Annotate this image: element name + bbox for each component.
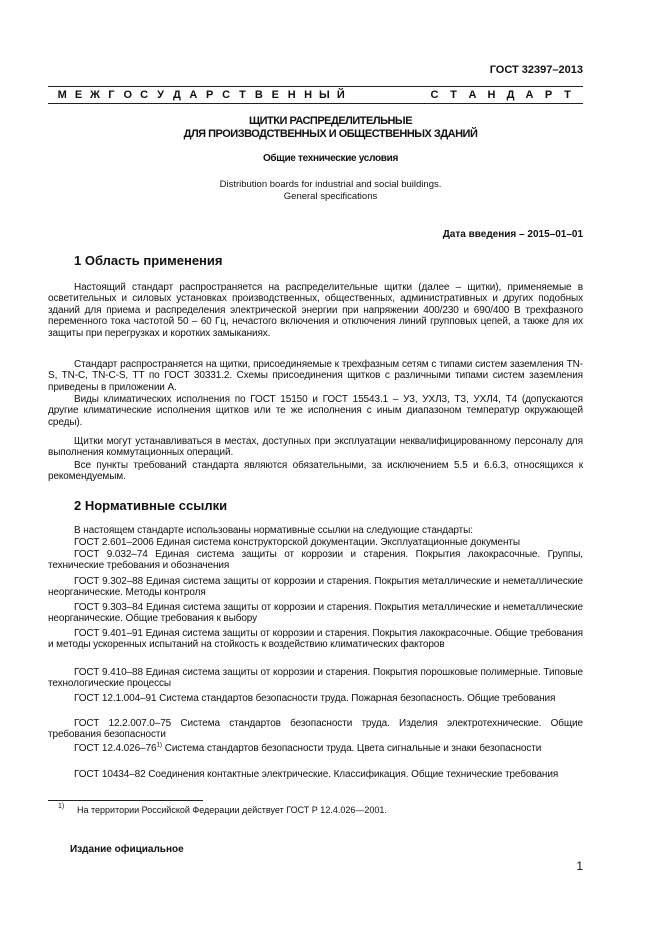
banner-letter: Е (271, 89, 279, 101)
reference-item: ГОСТ 9.410–88 Единая система защиты от коррозии и старения. Покрытия порошковые полимерные. Типовые технологические процессы (48, 667, 583, 690)
banner-letter: А (468, 89, 477, 101)
section-1-paragraph-5: Все пункты требований стандарта являются обязательными, за исключением 5.5 и 6.6.3, относящихся к рекомендуемым. (48, 460, 583, 483)
section-1-heading: 1 Область применения (74, 253, 223, 268)
banner-letter: Н (304, 89, 313, 101)
banner-letter: В (254, 89, 263, 101)
reference-item: ГОСТ 9.302–88 Единая система защиты от коррозии и старения. Покрытия металлические и неметаллические неорганические. Методы контроля (48, 576, 583, 599)
banner-letter: Д (173, 89, 181, 101)
reference-item: ГОСТ 10434–82 Соединения контактные электрические. Классификация. Общие технические требования (74, 769, 559, 780)
section-1-paragraph-2: Стандарт распространяется на щитки, присоединяемые к трехфазным сетям с типами систем заземления TN-S, TN-C, TN-C-S, TT по ГОСТ 30331.2. Схемы присоединения щитков с различными типами систем заземления приведены в приложении А. (48, 359, 583, 393)
title-line-2: ДЛЯ ПРОИЗВОДСТВЕННЫХ И ОБЩЕСТВЕННЫХ ЗДАНИЙ (183, 128, 478, 140)
banner-letter: С (430, 89, 439, 101)
page-number: 1 (576, 859, 583, 873)
banner-letter: С (222, 89, 231, 101)
footnote-mark: 1) (58, 803, 65, 810)
banner-letter: Т (450, 89, 457, 101)
reference-item: ГОСТ 2.601–2006 Единая система конструкторской документации. Эксплуатационные документы (74, 537, 520, 548)
banner-letter: О (123, 89, 133, 101)
banner-letter: Н (487, 89, 496, 101)
reference-item-with-footnote (48, 743, 583, 754)
banner-letter: Ы (319, 89, 330, 101)
english-title-line-2: General specifications (283, 191, 378, 202)
document-title (0, 115, 661, 141)
section-1-paragraph-4: Щитки могут устанавливаться в местах, доступных при эксплуатации неквалифицированному персоналу для выполнения коммутационных операций. (48, 436, 583, 459)
banner-letter: Д (506, 89, 515, 101)
reference-code: ГОСТ 12.4.026–76 (74, 743, 157, 754)
title-line-1: ЩИТКИ РАСПРЕДЕЛИТЕЛЬНЫЕ (248, 115, 413, 127)
document-subtitle: Общие технические условия (262, 153, 399, 164)
reference-item: ГОСТ 12.2.007.0–75 Система стандартов безопасности труда. Изделия электротехнические. Общие требования безопасности (48, 718, 583, 741)
banner-letter: Н (287, 89, 296, 101)
section-1-paragraph-1: Настоящий стандарт распространяется на распределительные щитки (далее – щитки), применяемые в осветительных и силовых установках производственных, общественных, административных и других подобных зданий для приема и распределения электрической энергии при напряжении 400/230 и 690/400 В трехфазного переменного тока частотой 50 – 60 Гц, нечастого включения и отключения линий групповых цепей, а также для их защиты при перегрузках и коротких замыканиях. (48, 282, 583, 339)
section-2-heading: 2 Нормативные ссылки (74, 498, 228, 513)
footnote-text: На территории Российской Федерации действует ГОСТ Р 12.4.026—2001. (77, 805, 387, 815)
banner-letter: С (140, 89, 149, 101)
official-edition-label: Издание официальное (70, 844, 184, 855)
standard-banner (48, 86, 583, 104)
document-code: ГОСТ 32397–2013 (489, 64, 583, 76)
banner-letter: Ж (90, 89, 100, 101)
section-1-paragraph-3: Виды климатических исполнения по ГОСТ 15150 и ГОСТ 15543.1 – У3, УХЛ3, Т3, УХЛ4, Т4 (допускаются другие климатические исполнения щитков или те же исполнения с иным диапазоном температур окружающей среды). (48, 394, 583, 428)
banner-letter: Р (544, 89, 553, 101)
english-title (0, 179, 661, 203)
banner-letter: А (189, 89, 198, 101)
banner-letter: Р (206, 89, 214, 101)
footnote-divider (48, 800, 203, 801)
reference-item: ГОСТ 12.1.004–91 Система стандартов безопасности труда. Пожарная безопасность. Общие требования (74, 693, 556, 704)
introduction-date: Дата введения – 2015–01–01 (442, 229, 583, 240)
banner-letter: Т (239, 89, 246, 101)
banner-letter: Й (336, 89, 345, 101)
english-title-line-1: Distribution boards for industrial and social buildings. (219, 179, 442, 190)
banner-letter: А (525, 89, 534, 101)
banner-letter: Г (108, 89, 115, 101)
footnote-reference: 1) (156, 741, 163, 749)
reference-item: ГОСТ 9.032–74 Единая система защиты от коррозии и старения. Покрытия лакокрасочные. Группы, технические требования и обозначения (48, 549, 583, 572)
banner-right (425, 89, 577, 101)
reference-item: ГОСТ 9.303–84 Единая система защиты от коррозии и старения. Покрытия металлические и неметаллические неорганические. Общие требования к выбору (48, 602, 583, 625)
reference-item: ГОСТ 9.401–91 Единая система защиты от коррозии и старения. Покрытия лакокрасочные. Общие требования и методы ускоренных испытаний на стойкость к воздействию климатических факторов (48, 628, 583, 651)
banner-left (54, 89, 349, 101)
banner-letter: Е (74, 89, 83, 101)
references-intro: В настоящем стандарте использованы нормативные ссылки на следующие стандарты: (74, 525, 473, 536)
banner-letter: У (157, 89, 164, 101)
reference-text: Система стандартов безопасности труда. Цвета сигнальные и знаки безопасности (162, 743, 542, 754)
banner-letter: Т (564, 89, 571, 101)
banner-letter: М (57, 89, 67, 101)
